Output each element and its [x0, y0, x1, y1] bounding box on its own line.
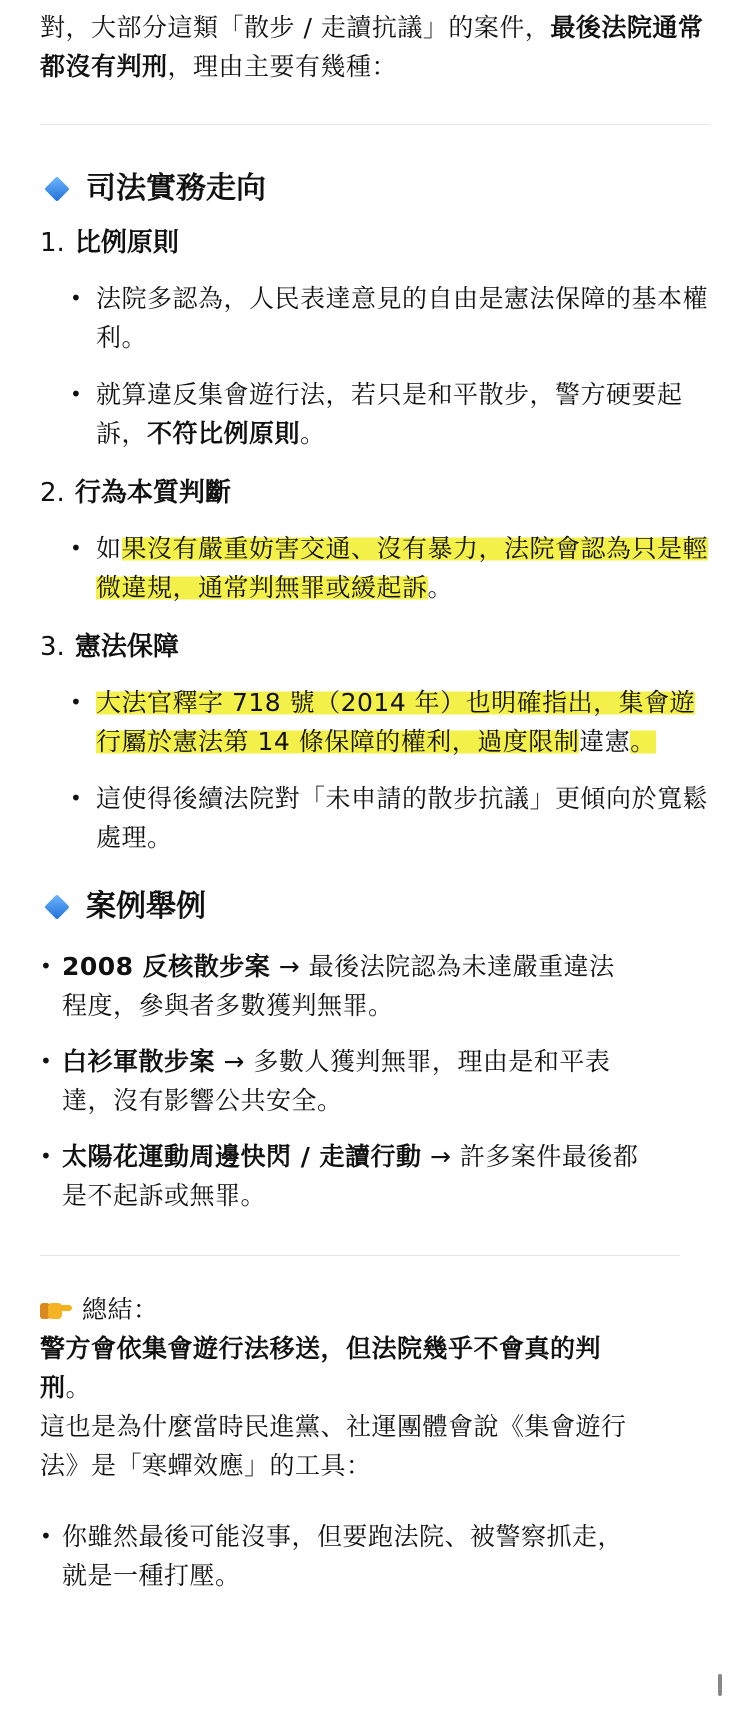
highlighted-text-end: 。 [630, 727, 656, 756]
summary-bold: 警方會依集會遊行法移送，但法院幾乎不會真的判刑 [40, 1334, 602, 1402]
list-item [40, 529, 710, 607]
bullet-text: 這使得後續法院對「未申請的散步抗議」更傾向於寬鬆處理。 [96, 784, 709, 852]
case-text: → 最後法院認為未達嚴重違法程度，參與者多數獲判無罪。 [62, 952, 615, 1020]
list-item [40, 779, 710, 857]
list-item [40, 1137, 640, 1215]
pointing-hand-icon [40, 1299, 70, 1321]
item-number: 1. [40, 228, 65, 258]
list-item [40, 683, 710, 761]
bullet-text: 就算違反集會遊行法，若只是和平散步，警方硬要起訴， [96, 380, 683, 448]
highlighted-text: 果沒有嚴重妨害交通、沒有暴力，法院會認為只是輕微違規，通常判無罪或緩起訴 [96, 534, 709, 602]
section-heading-label: 案例舉例 [86, 889, 206, 924]
ordered-item-2-title [40, 473, 710, 513]
summary-text: 這也是為什麼當時民進黨、社運團體會說《集會遊行法》是「寒蟬效應」的工具： [40, 1412, 627, 1480]
summary-label: 總結： [82, 1295, 159, 1324]
bullet-text-end: 。 [300, 419, 326, 448]
bullet-text: 如 [96, 534, 122, 563]
bullet-text-end: 。 [427, 573, 454, 602]
intro-paragraph [40, 8, 710, 86]
list-item [40, 1517, 640, 1595]
blue-diamond-icon [44, 894, 69, 919]
case-name: 太陽花運動周邊快閃 / 走讀行動 [62, 1142, 422, 1171]
scroll-indicator[interactable] [718, 1674, 722, 1696]
section-heading-label: 司法實務走向 [86, 171, 266, 206]
item-1-bullets [40, 279, 710, 453]
item-3-bullets [40, 683, 710, 857]
case-list [40, 947, 640, 1215]
item-title: 比例原則 [74, 228, 179, 258]
item-2-bullets [40, 529, 710, 607]
item-title: 憲法保障 [74, 632, 179, 662]
section-heading-cases [40, 887, 710, 927]
divider [40, 124, 710, 125]
intro-bold: 最後法院通常都沒有判刑 [40, 13, 704, 81]
blue-diamond-icon [44, 176, 69, 201]
item-number: 3. [40, 632, 65, 662]
intro-text-2: ，理由主要有幾種： [167, 52, 398, 81]
summary-bold-end: 。 [65, 1373, 92, 1402]
summary-label-line [40, 1290, 710, 1329]
item-number: 2. [40, 478, 65, 508]
summary-bold-paragraph [40, 1329, 640, 1407]
divider [40, 1255, 680, 1256]
list-item [40, 1042, 640, 1120]
ordered-item-1-title [40, 223, 710, 263]
case-name: 2008 反核散步案 [62, 952, 271, 981]
chat-message-body [40, 8, 710, 1595]
list-item [40, 947, 640, 1025]
bullet-text: 法院多認為，人民表達意見的自由是憲法保障的基本權利。 [96, 284, 709, 352]
bullet-bold: 不符比例原則 [147, 419, 301, 448]
intro-text-1: 對，大部分這類「散步 / 走讀抗議」的案件， [40, 13, 551, 42]
list-item [40, 279, 710, 357]
highlighted-text: 大法官釋字 718 號（2014 年）也明確指出，集會遊行屬於憲法第 14 條保障的權利，過度限制 [96, 688, 696, 756]
ordered-item-3-title [40, 627, 710, 667]
case-name: 白衫軍散步案 [62, 1047, 216, 1076]
section-heading-judicial [40, 169, 710, 209]
list-item [40, 375, 710, 453]
bullet-text: 違憲 [579, 727, 631, 756]
item-title: 行為本質判斷 [74, 478, 231, 508]
summary-bullets [40, 1517, 640, 1595]
case-text: → 多數人獲判無罪，理由是和平表達，沒有影響公共安全。 [62, 1047, 611, 1115]
case-text: → 許多案件最後都是不起訴或無罪。 [62, 1142, 639, 1210]
bullet-text: 你雖然最後可能沒事，但要跑法院、被警察抓走，就是一種打壓。 [62, 1522, 624, 1590]
